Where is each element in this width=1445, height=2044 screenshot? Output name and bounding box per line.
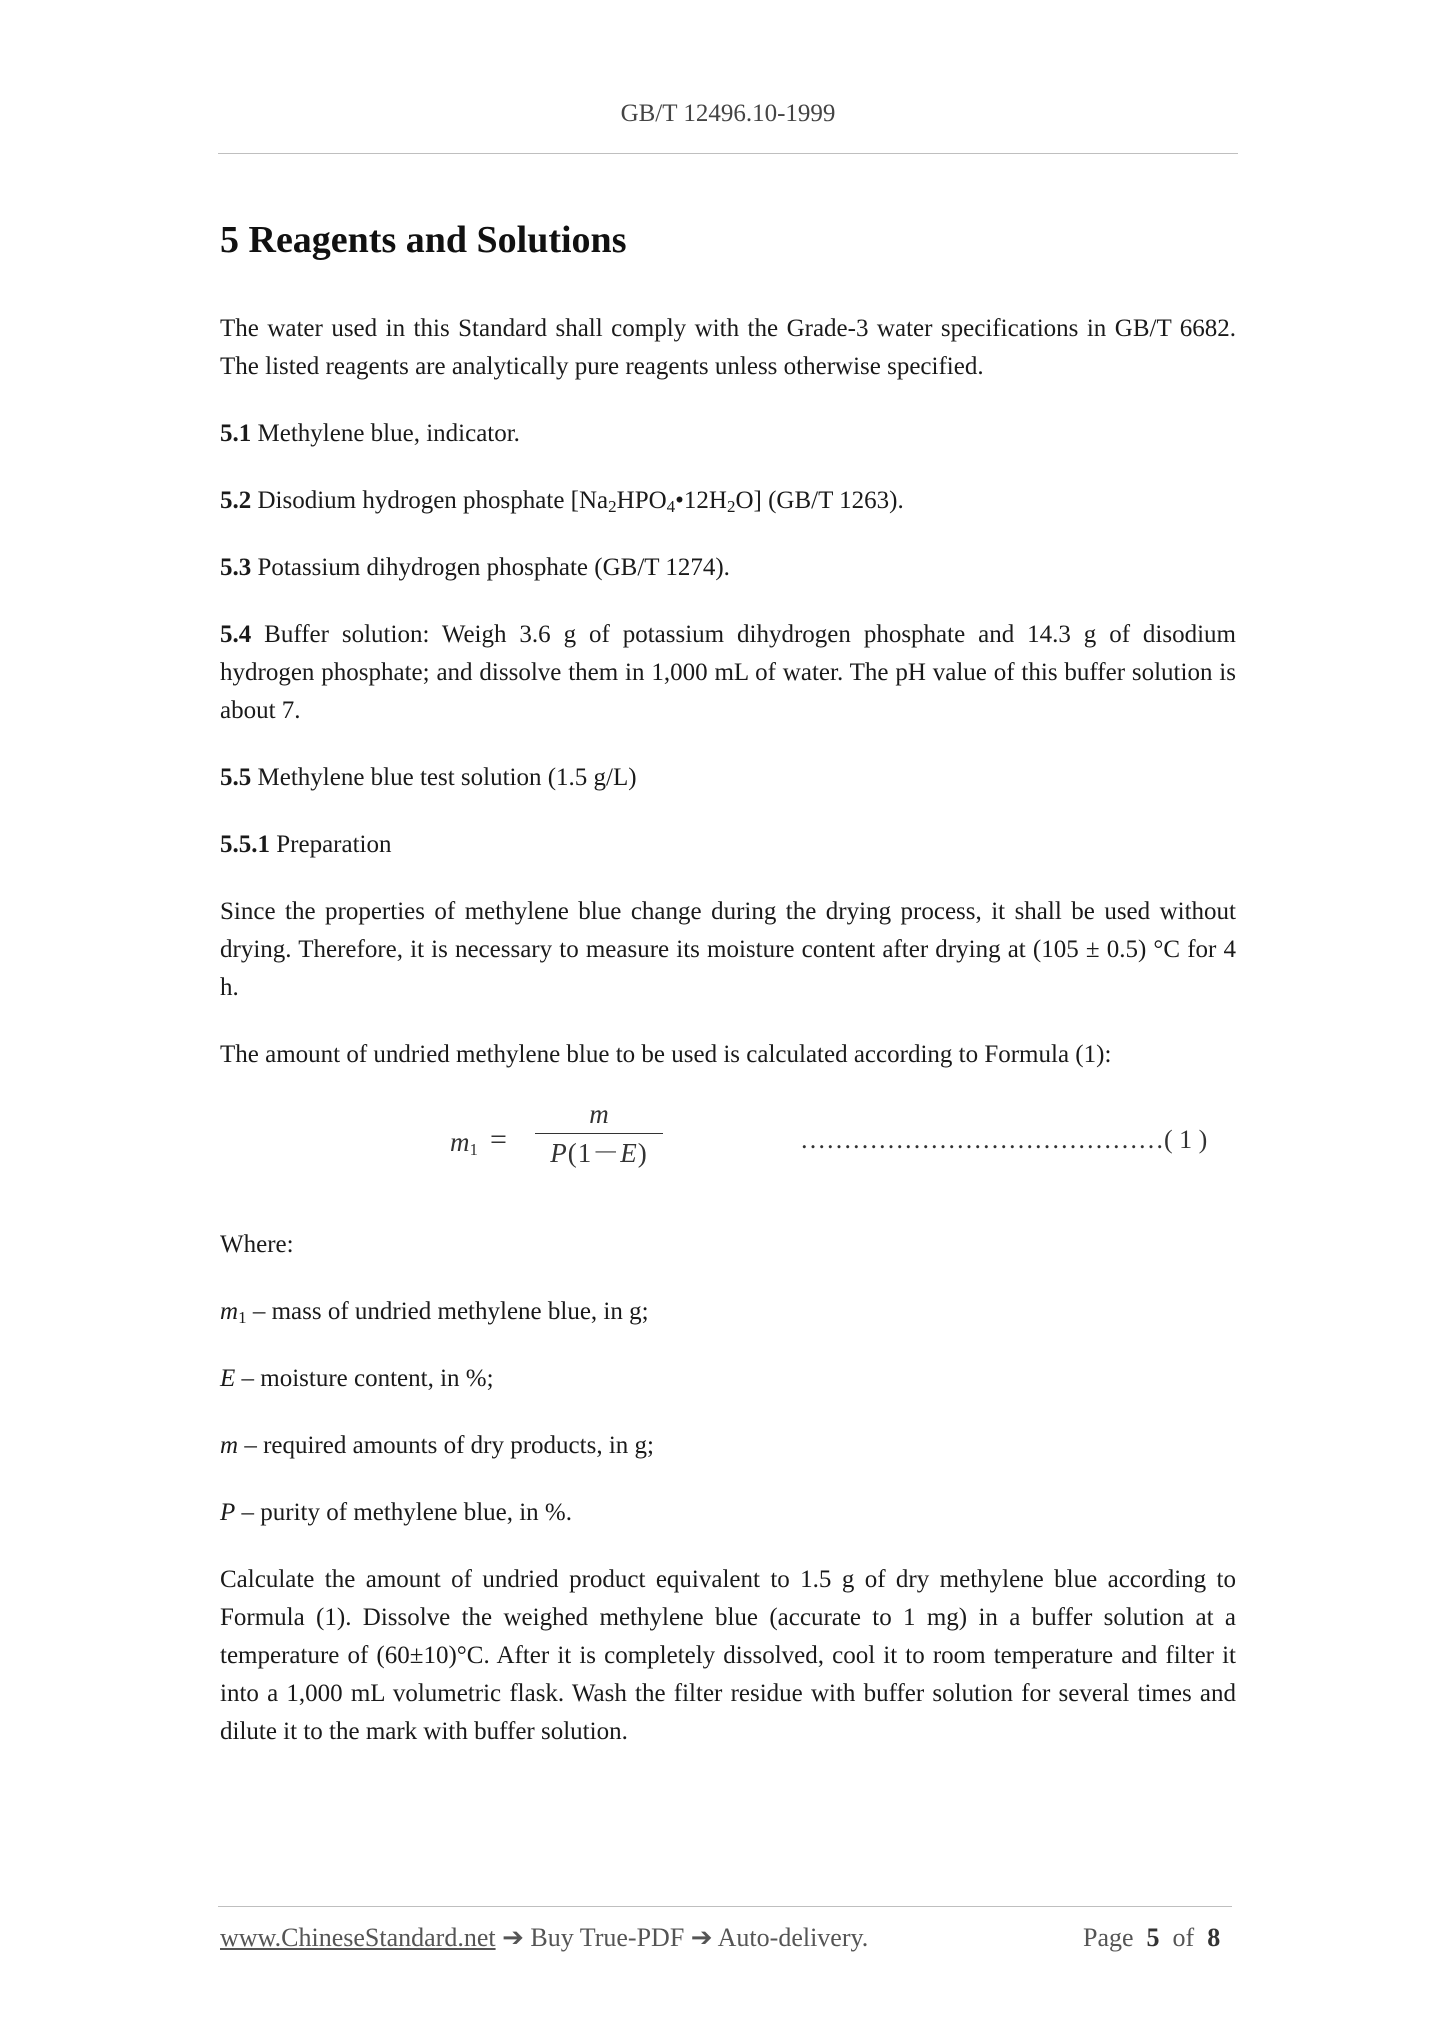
definition-text: – mass of undried methylene blue, in g; bbox=[246, 1298, 649, 1325]
formula-text: ) bbox=[637, 1138, 648, 1168]
formula-intro-paragraph: The amount of undried methylene blue to be used is calculated according to Formula (1): bbox=[220, 1041, 1112, 1068]
footer-divider bbox=[218, 1906, 1232, 1907]
definition-symbol: E bbox=[220, 1365, 236, 1392]
fraction-numerator: m bbox=[589, 1099, 609, 1129]
item-text: •12H bbox=[675, 487, 727, 514]
item-5-2 bbox=[220, 482, 1236, 520]
item-text: Methylene blue test solution (1.5 g/L) bbox=[257, 764, 637, 791]
section-title: 5 Reagents and Solutions bbox=[220, 219, 627, 261]
item-number: 5.3 bbox=[220, 554, 252, 581]
equation-number: ( 1 ) bbox=[1164, 1125, 1208, 1154]
website-link[interactable]: www.ChineseStandard.net bbox=[220, 1923, 496, 1952]
where-label: Where: bbox=[220, 1231, 294, 1258]
definition-symbol: m bbox=[220, 1432, 239, 1459]
definition-e bbox=[220, 1360, 1236, 1398]
item-text: Methylene blue, indicator. bbox=[257, 420, 520, 447]
subscript: 2 bbox=[726, 497, 736, 516]
definition-m bbox=[220, 1427, 1236, 1465]
item-5-1 bbox=[220, 415, 1236, 453]
formula-symbol: m bbox=[450, 1127, 470, 1157]
formula-number bbox=[800, 1121, 1207, 1159]
of-label: of bbox=[1172, 1923, 1195, 1952]
item-5-5-1 bbox=[220, 826, 1236, 864]
formula-text: (1－ bbox=[567, 1138, 621, 1168]
formula-lhs bbox=[450, 1123, 478, 1161]
delivery-text: Auto-delivery. bbox=[717, 1923, 869, 1952]
final-paragraph: Calculate the amount of undried product equivalent to 1.5 g of dry methylene blue according to Formula (1). Dissolve the weighed methylene blue (accurate to 1 mg) in a buffer solution at a temperature of (60±10)°C. After it is completely dissolved, cool it to room temperature and filter it into a 1,000 mL volumetric flask. Wash the filter residue with buffer solution for several times and dilute it to the mark with buffer solution. bbox=[220, 1566, 1236, 1745]
intro-paragraph: The water used in this Standard shall comply with the Grade-3 water specifications in GB/T 6682. The listed reagents are analytically pure reagents unless otherwise specified. bbox=[220, 315, 1236, 380]
arrow-icon: ➔ bbox=[495, 1923, 531, 1952]
item-number: 5.2 bbox=[220, 487, 252, 514]
current-page: 5 bbox=[1146, 1923, 1160, 1952]
drying-paragraph: Since the properties of methylene blue change during the drying process, it shall be used without drying. Therefore, it is necessary to measure its moisture content after drying at (105 ± 0.5) °C for 4 h. bbox=[220, 898, 1236, 1001]
subscript: 4 bbox=[666, 497, 676, 516]
definition-symbol: P bbox=[220, 1499, 236, 1526]
item-number: 5.4 bbox=[220, 621, 252, 648]
item-text: O] (GB/T 1263). bbox=[735, 487, 904, 514]
item-text: HPO bbox=[616, 487, 667, 514]
item-number: 5.5 bbox=[220, 764, 252, 791]
page-header: GB/T 12496.10-1999 bbox=[620, 100, 836, 127]
formula-symbol: P bbox=[550, 1138, 568, 1168]
definition-symbol: m bbox=[220, 1298, 239, 1325]
item-number: 5.1 bbox=[220, 420, 252, 447]
item-5-4 bbox=[220, 616, 1236, 730]
subscript: 1 bbox=[238, 1308, 247, 1327]
arrow-icon: ➔ bbox=[684, 1923, 718, 1952]
page-number bbox=[1083, 1923, 1220, 1953]
formula-fraction bbox=[535, 1097, 663, 1170]
definition-text: – moisture content, in %; bbox=[235, 1365, 494, 1392]
formula-symbol: E bbox=[620, 1138, 638, 1168]
subscript: 1 bbox=[469, 1140, 478, 1159]
item-5-3 bbox=[220, 549, 1236, 587]
subscript: 2 bbox=[608, 497, 617, 516]
page-content bbox=[220, 210, 1236, 1780]
item-text: Preparation bbox=[276, 831, 392, 858]
item-text: Buffer solution: Weigh 3.6 g of potassium dihydrogen phosphate and 14.3 g of disodium hydrogen phosphate; and dissolve them in 1,000 mL of water. The pH value of this buffer solution is about 7. bbox=[220, 621, 1236, 724]
fraction-denominator bbox=[535, 1136, 663, 1170]
fraction-bar bbox=[535, 1133, 663, 1134]
leader-dots: …………………………………… bbox=[800, 1125, 1164, 1154]
page-label: Page bbox=[1083, 1923, 1134, 1952]
definition-text: – purity of methylene blue, in %. bbox=[235, 1499, 573, 1526]
total-pages: 8 bbox=[1207, 1923, 1221, 1952]
definition-m1 bbox=[220, 1293, 1236, 1331]
definition-p bbox=[220, 1494, 1236, 1532]
item-5-5 bbox=[220, 759, 1236, 797]
item-text: Potassium dihydrogen phosphate (GB/T 1274). bbox=[257, 554, 730, 581]
item-number: 5.5.1 bbox=[220, 831, 270, 858]
equals-sign: = bbox=[490, 1123, 507, 1156]
header-divider bbox=[218, 153, 1238, 154]
definition-text: – required amounts of dry products, in g; bbox=[238, 1432, 654, 1459]
formula-1 bbox=[220, 1099, 1236, 1199]
footer-promo bbox=[220, 1923, 868, 1953]
item-text: Disodium hydrogen phosphate [Na bbox=[257, 487, 609, 514]
buy-text: Buy True-PDF bbox=[530, 1923, 685, 1952]
